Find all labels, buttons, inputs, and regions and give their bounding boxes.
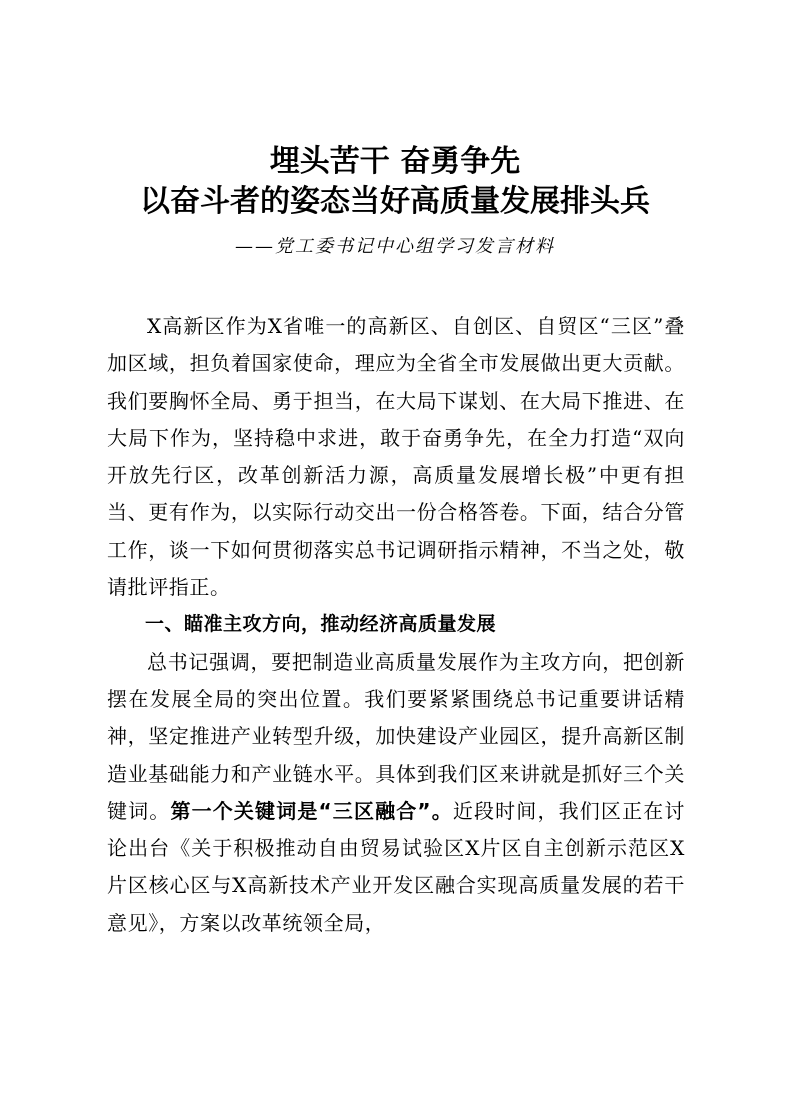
document-body bbox=[107, 308, 685, 942]
section1-text-after: 近段时间，我们区正在讨论出台《关于积极推动自由贸易试验区X片区自主创新示范区X片区核心区与X高新技术产业开发区融合实现高质量发展的若干意见》，方案以改革统领全局， bbox=[107, 798, 685, 935]
section1-text-before: 总书记强调，要把制造业高质量发展作为主攻方向，把创新摆在发展全局的突出位置。我们要紧紧围绕总书记重要讲话精神，坚定推进产业转型升级，加快建设产业园区，提升高新区制造业基础能力和产业链水平。具体到我们区来讲就是抓好三个关键词。 bbox=[107, 649, 685, 823]
document-subtitle: ——党工委书记中心组学习发言材料 bbox=[235, 236, 555, 257]
document-title-line2: 以奋斗者的姿态当好高质量发展排头兵 bbox=[140, 184, 650, 219]
intro-paragraph: X高新区作为X省唯一的高新区、自创区、自贸区“三区”叠加区域，担负着国家使命，理应为全省全市发展做出更大贡献。我们要胸怀全局、勇于担当，在大局下谋划、在大局下推进、在大局下作为，坚持稳中求进，敢于奋勇争先，在全力打造“双向开放先行区，改革创新活力源，高质量发展增长极”中更有担当、更有作为，以实际行动交出一份合格答卷。下面，结合分管工作，谈一下如何贯彻落实总书记调研指示精神，不当之处，敬请批评指正。 bbox=[107, 314, 685, 600]
section1-bold-keyword: 第一个关键词是“三区融合”。 bbox=[170, 798, 453, 823]
section1-paragraph bbox=[107, 644, 685, 942]
section1-heading: 一、瞄准主攻方向，推动经济高质量发展 bbox=[145, 613, 497, 636]
document-title-line1: 埋头苦干 奋勇争先 bbox=[269, 144, 521, 179]
